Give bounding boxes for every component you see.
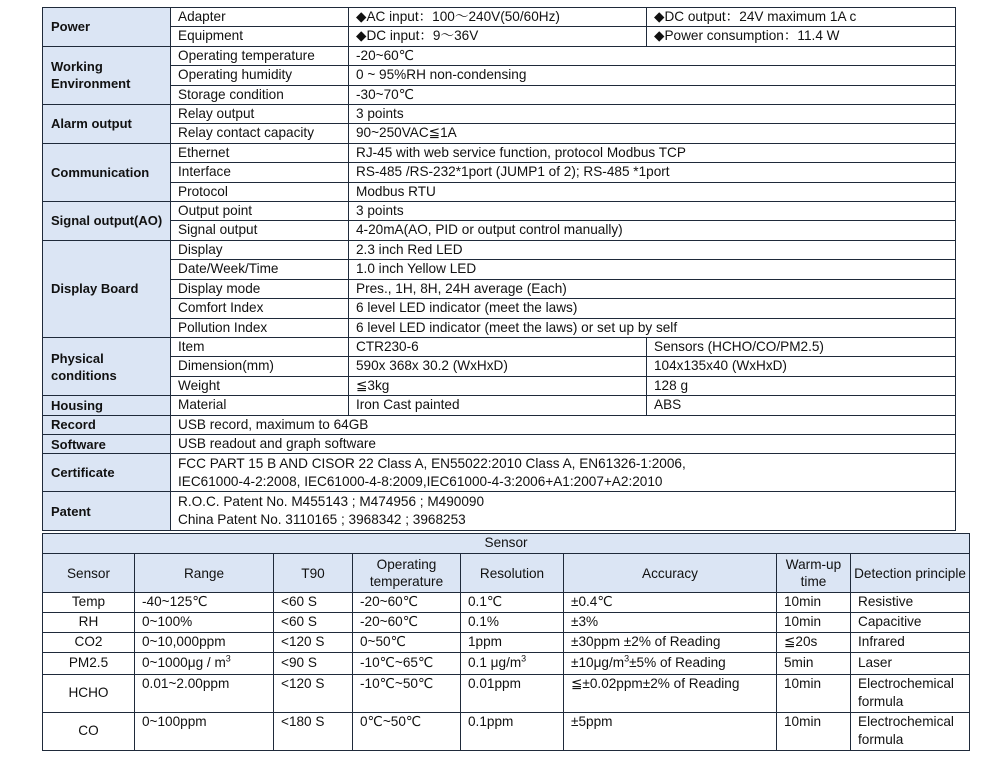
spec-label: Dimension(mm): [171, 357, 349, 376]
sensor-table: [42, 533, 970, 751]
spec-label: Weight: [171, 376, 349, 395]
spec-label: Material: [171, 396, 349, 415]
spec-value: USB readout and graph software: [171, 434, 956, 453]
spec-label: Output point: [171, 202, 349, 221]
category-power: Power: [43, 8, 171, 47]
spec-label: Display mode: [171, 279, 349, 298]
table-cell: 10min: [777, 675, 851, 713]
table-cell: -20~60℃: [353, 613, 461, 633]
table-cell: 0.1ppm: [461, 713, 564, 751]
table-cell: -20~60℃: [353, 593, 461, 613]
table-row: [43, 675, 970, 713]
table-row: [43, 633, 970, 653]
category-alarm-output: Alarm output: [43, 105, 171, 144]
spec-label: Protocol: [171, 182, 349, 201]
spec-label: Storage condition: [171, 85, 349, 104]
column-header: Resolution: [461, 554, 564, 593]
spec-value: ABS: [647, 396, 956, 415]
spec-value: 3 points: [349, 202, 956, 221]
table-cell: Electrochemical formula: [851, 713, 970, 751]
spec-value: RJ-45 with web service function, protocol Modbus TCP: [349, 143, 956, 162]
table-cell: 0~100%: [135, 613, 274, 633]
table-cell: Capacitive: [851, 613, 970, 633]
column-header: Detection principle: [851, 554, 970, 593]
spec-label: Display: [171, 240, 349, 259]
spec-label: Adapter: [171, 8, 349, 27]
category-certificate: Certificate: [43, 454, 171, 492]
spec-value: [171, 492, 956, 531]
spec-value: 1.0 inch Yellow LED: [349, 260, 956, 279]
spec-label: Comfort Index: [171, 299, 349, 318]
table-cell: <120 S: [274, 633, 353, 653]
spec-value: ≦3kg: [349, 376, 647, 395]
spec-value: 104x135x40 (WxHxD): [647, 357, 956, 376]
spec-label: Relay output: [171, 105, 349, 124]
range-value: 0~1000μg / m: [142, 655, 226, 671]
accuracy-suffix: ±5% of Reading: [629, 655, 726, 671]
table-row: [43, 713, 970, 751]
resolution-value: 0.1 μg/m: [468, 655, 522, 671]
category-communication: Communication: [43, 143, 171, 201]
patent-line: R.O.C. Patent No. M455143 ; M474956 ; M490090: [178, 494, 485, 510]
category-working-environment: Working Environment: [43, 46, 171, 104]
sensor-name: Temp: [43, 593, 135, 613]
category-record: Record: [43, 415, 171, 434]
column-header: Accuracy: [564, 554, 777, 593]
table-cell: 0.01ppm: [461, 675, 564, 713]
spec-value: [171, 454, 956, 492]
spec-value: Sensors (HCHO/CO/PM2.5): [647, 337, 956, 356]
table-cell: -40~125℃: [135, 593, 274, 613]
table-row: [43, 613, 970, 633]
table-cell: ±0.4℃: [564, 593, 777, 613]
patent-line: China Patent No. 3110165 ; 3968342 ; 3968253: [178, 512, 466, 528]
table-cell: ±30ppm ±2% of Reading: [564, 633, 777, 653]
certificate-line: FCC PART 15 B AND CISOR 22 Class A, EN55022:2010 Class A, EN61326-1:2006,: [178, 455, 686, 471]
sensor-name: CO2: [43, 633, 135, 653]
category-physical-conditions: Physical conditions: [43, 337, 171, 395]
table-cell: Electrochemical formula: [851, 675, 970, 713]
specification-table: [42, 7, 956, 531]
table-cell: Resistive: [851, 593, 970, 613]
table-cell: <120 S: [274, 675, 353, 713]
superscript: 3: [521, 653, 527, 664]
spec-value: Pres., 1H, 8H, 24H average (Each): [349, 279, 956, 298]
spec-value: -30~70℃: [349, 85, 956, 104]
sensor-table-title: Sensor: [43, 534, 970, 554]
table-cell: -10℃~65℃: [353, 653, 461, 675]
category-software: Software: [43, 434, 171, 453]
column-header: T90: [274, 554, 353, 593]
table-row: [43, 653, 970, 675]
category-signal-output: Signal output(AO): [43, 202, 171, 241]
spec-label: Equipment: [171, 27, 349, 46]
spec-label: Item: [171, 337, 349, 356]
certificate-line: IEC61000-4-2:2008, IEC61000-4-8:2009,IEC61000-4-3:2006+A1:2007+A2:2010: [178, 473, 663, 489]
table-cell: [564, 653, 777, 675]
table-cell: <60 S: [274, 613, 353, 633]
table-cell: ≦±0.02ppm±2% of Reading: [564, 675, 777, 713]
column-header: Range: [135, 554, 274, 593]
spec-value: ◆Power consumption：11.4 W: [647, 27, 956, 46]
spec-value: 0 ~ 95%RH non-condensing: [349, 66, 956, 85]
spec-value: ◆DC output：24V maximum 1A c: [647, 8, 956, 27]
spec-value: ◆DC input：9～36V: [349, 27, 647, 46]
table-cell: 10min: [777, 713, 851, 751]
spec-value: 4-20mA(AO, PID or output control manually): [349, 221, 956, 240]
spec-value: 6 level LED indicator (meet the laws): [349, 299, 956, 318]
spec-label: Ethernet: [171, 143, 349, 162]
table-cell: 0.1℃: [461, 593, 564, 613]
table-cell: [461, 653, 564, 675]
spec-value: 2.3 inch Red LED: [349, 240, 956, 259]
spec-value: 590x 368x 30.2 (WxHxD): [349, 357, 647, 376]
table-cell: ±3%: [564, 613, 777, 633]
table-cell: [135, 653, 274, 675]
sensor-name: HCHO: [43, 675, 135, 713]
table-cell: 0~10,000ppm: [135, 633, 274, 653]
table-cell: 0~100ppm: [135, 713, 274, 751]
column-header: Sensor: [43, 554, 135, 593]
spec-value: RS-485 /RS-232*1port (JUMP1 of 2); RS-485 *1port: [349, 163, 956, 182]
table-cell: 10min: [777, 593, 851, 613]
category-housing: Housing: [43, 396, 171, 415]
spec-label: Operating humidity: [171, 66, 349, 85]
table-cell: Infrared: [851, 633, 970, 653]
spec-value: 3 points: [349, 105, 956, 124]
spec-value: CTR230-6: [349, 337, 647, 356]
table-cell: <90 S: [274, 653, 353, 675]
spec-value: Iron Cast painted: [349, 396, 647, 415]
spec-value: -20~60℃: [349, 46, 956, 65]
category-patent: Patent: [43, 492, 171, 531]
spec-value: 6 level LED indicator (meet the laws) or set up by self: [349, 318, 956, 337]
table-cell: 0~50℃: [353, 633, 461, 653]
table-cell: ≦20s: [777, 633, 851, 653]
spec-label: Pollution Index: [171, 318, 349, 337]
spec-label: Interface: [171, 163, 349, 182]
table-cell: 5min: [777, 653, 851, 675]
table-cell: ±5ppm: [564, 713, 777, 751]
spec-label: Operating temperature: [171, 46, 349, 65]
table-cell: 10min: [777, 613, 851, 633]
spec-value: ◆AC input：100～240V(50/60Hz): [349, 8, 647, 27]
spec-label: Signal output: [171, 221, 349, 240]
spec-label: Date/Week/Time: [171, 260, 349, 279]
table-cell: -10℃~50℃: [353, 675, 461, 713]
table-cell: <60 S: [274, 593, 353, 613]
category-display-board: Display Board: [43, 240, 171, 337]
superscript: 3: [225, 653, 231, 664]
sensor-name: RH: [43, 613, 135, 633]
sensor-name: PM2.5: [43, 653, 135, 675]
accuracy-value: ±10μg/m: [571, 655, 625, 671]
sensor-name: CO: [43, 713, 135, 751]
spec-value: 90~250VAC≦1A: [349, 124, 956, 143]
table-cell: Laser: [851, 653, 970, 675]
table-cell: 0℃~50℃: [353, 713, 461, 751]
spec-value: 128 g: [647, 376, 956, 395]
table-cell: 1ppm: [461, 633, 564, 653]
table-cell: <180 S: [274, 713, 353, 751]
spec-value: USB record, maximum to 64GB: [171, 415, 956, 434]
superscript: 3: [624, 653, 630, 664]
table-cell: 0.01~2.00ppm: [135, 675, 274, 713]
table-cell: 0.1%: [461, 613, 564, 633]
table-row: [43, 593, 970, 613]
spec-value: Modbus RTU: [349, 182, 956, 201]
column-header: Operating temperature: [353, 554, 461, 593]
column-header: Warm-up time: [777, 554, 851, 593]
spec-label: Relay contact capacity: [171, 124, 349, 143]
